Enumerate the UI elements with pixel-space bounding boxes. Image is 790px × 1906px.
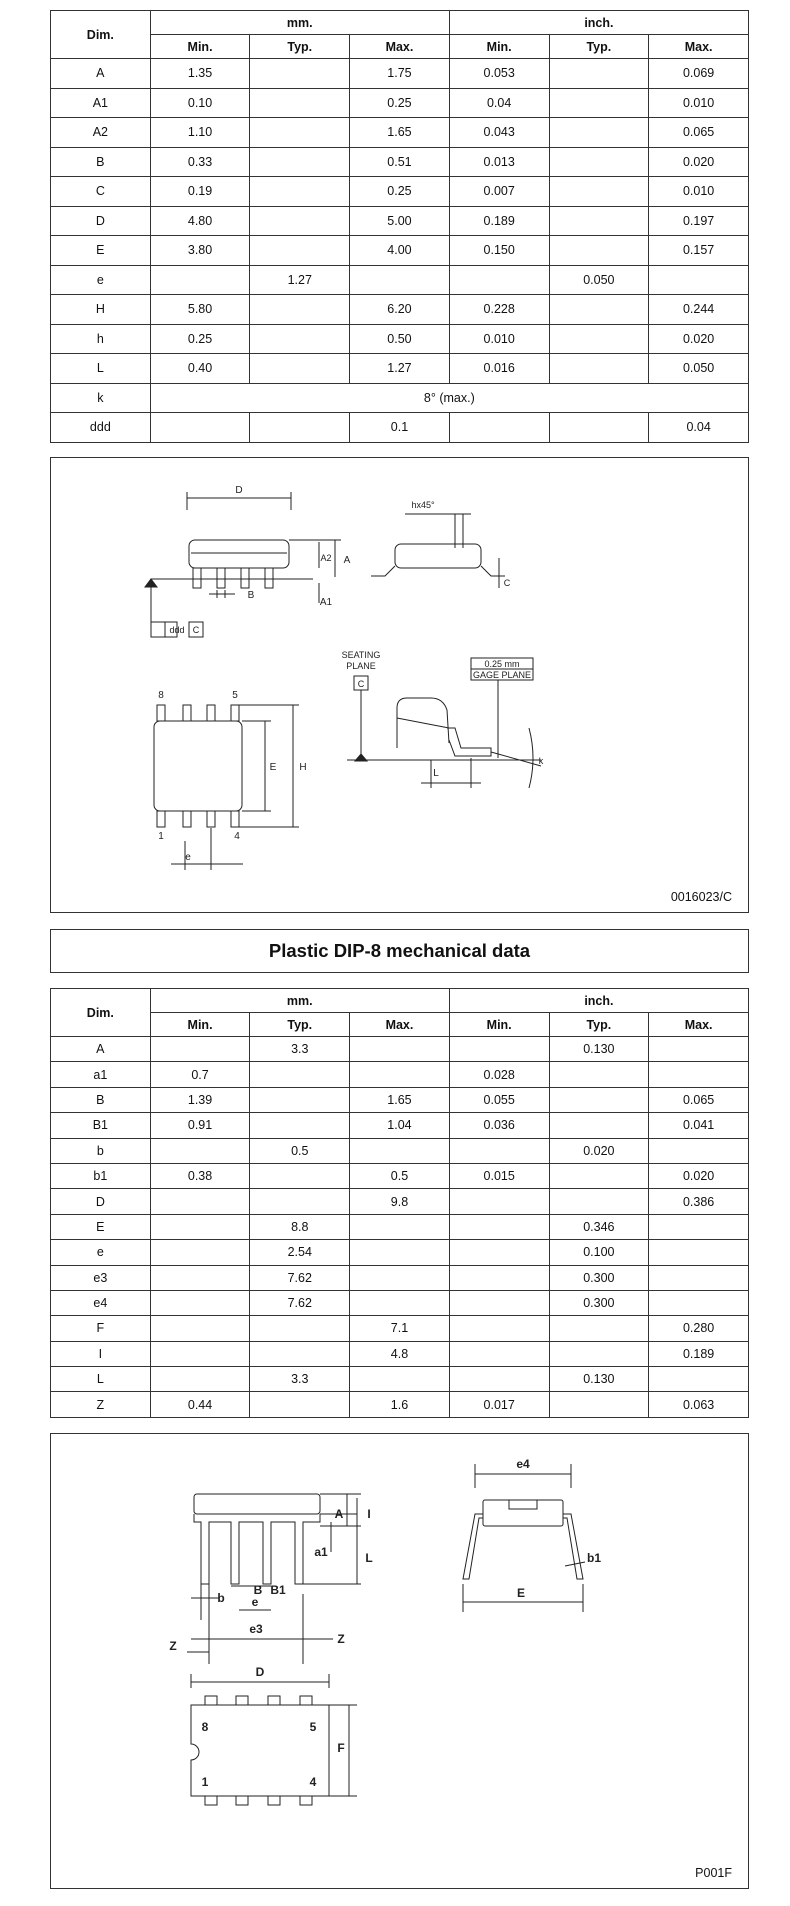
tolerance-label-ddd: ddd bbox=[169, 625, 185, 635]
value-cell: 0.346 bbox=[549, 1214, 649, 1239]
value-cell: 0.020 bbox=[649, 324, 749, 354]
dim-cell: C bbox=[51, 177, 151, 207]
datum-label-c-2: C bbox=[357, 679, 365, 689]
max-header: Max. bbox=[350, 1013, 450, 1037]
value-cell: 0.010 bbox=[649, 88, 749, 118]
table-row bbox=[51, 324, 749, 354]
value-cell: 0.1 bbox=[350, 413, 450, 443]
value-cell: 0.028 bbox=[449, 1062, 549, 1087]
dim-cell: L bbox=[51, 1367, 151, 1392]
dim-label-e3: e3 bbox=[249, 1622, 263, 1636]
value-cell: 5.80 bbox=[150, 295, 250, 325]
dip8-table-body bbox=[51, 1037, 749, 1418]
mm-header: mm. bbox=[150, 11, 449, 35]
value-cell bbox=[449, 1240, 549, 1265]
so8-outline-svg bbox=[51, 458, 748, 912]
dim-cell: e bbox=[51, 1240, 151, 1265]
value-cell bbox=[250, 1163, 350, 1188]
pin-label-5: 5 bbox=[232, 690, 238, 701]
pin-label-1: 1 bbox=[158, 831, 164, 842]
value-cell: 1.6 bbox=[350, 1392, 450, 1417]
dim-cell: E bbox=[51, 236, 151, 266]
value-cell bbox=[350, 1367, 450, 1392]
value-cell: 0.189 bbox=[649, 1341, 749, 1366]
dim-cell: Z bbox=[51, 1392, 151, 1417]
typ-header: Typ. bbox=[250, 1013, 350, 1037]
value-cell: 9.8 bbox=[350, 1189, 450, 1214]
value-cell: 0.041 bbox=[649, 1113, 749, 1138]
value-cell: 0.015 bbox=[449, 1163, 549, 1188]
table-row bbox=[51, 1367, 749, 1392]
value-cell bbox=[350, 1062, 450, 1087]
value-cell: 3.3 bbox=[250, 1037, 350, 1062]
value-cell: 0.010 bbox=[649, 177, 749, 207]
value-cell bbox=[250, 1341, 350, 1366]
value-cell bbox=[649, 1367, 749, 1392]
dim-label-l: L bbox=[433, 768, 439, 779]
table-row bbox=[51, 1240, 749, 1265]
value-cell: 1.75 bbox=[350, 59, 450, 89]
dim-label-a2: A2 bbox=[320, 553, 332, 563]
value-cell bbox=[150, 265, 250, 295]
value-cell bbox=[250, 118, 350, 148]
value-cell bbox=[449, 1316, 549, 1341]
table-row bbox=[51, 1113, 749, 1138]
dim-label-e-pitch: e bbox=[185, 852, 191, 863]
value-cell bbox=[449, 1138, 549, 1163]
value-cell bbox=[150, 1341, 250, 1366]
value-cell: 0.017 bbox=[449, 1392, 549, 1417]
dim-label-i: I bbox=[367, 1507, 371, 1521]
value-cell: 0.020 bbox=[549, 1138, 649, 1163]
value-cell: 0.010 bbox=[449, 324, 549, 354]
value-cell: 0.228 bbox=[449, 295, 549, 325]
dim-label-k: k bbox=[538, 756, 544, 766]
value-cell bbox=[350, 1138, 450, 1163]
table-row bbox=[51, 265, 749, 295]
value-cell: 0.036 bbox=[449, 1113, 549, 1138]
table-row bbox=[51, 147, 749, 177]
dim-header: Dim. bbox=[51, 11, 151, 59]
value-cell: 0.043 bbox=[449, 118, 549, 148]
dip8-package-drawing bbox=[50, 1433, 749, 1889]
dim-header: Dim. bbox=[51, 989, 151, 1037]
value-cell: 0.33 bbox=[150, 147, 250, 177]
table-row bbox=[51, 1087, 749, 1112]
pin-label-4: 4 bbox=[309, 1775, 317, 1789]
value-cell bbox=[649, 1214, 749, 1239]
dim-label-d: D bbox=[255, 1665, 265, 1679]
value-cell: 0.50 bbox=[350, 324, 450, 354]
typ-header: Typ. bbox=[549, 1013, 649, 1037]
table-row bbox=[51, 1189, 749, 1214]
value-cell: 0.19 bbox=[150, 177, 250, 207]
dim-label-f: F bbox=[337, 1741, 345, 1755]
datum-label-c: C bbox=[192, 625, 200, 635]
value-cell: 0.020 bbox=[649, 1163, 749, 1188]
seating-plane-label-1: SEATING bbox=[341, 650, 381, 660]
value-cell: 0.050 bbox=[549, 265, 649, 295]
value-cell bbox=[549, 1316, 649, 1341]
value-cell bbox=[449, 1189, 549, 1214]
pin-label-8: 8 bbox=[201, 1720, 209, 1734]
value-cell: 2.54 bbox=[250, 1240, 350, 1265]
table-row bbox=[51, 1290, 749, 1315]
dim-cell: B bbox=[51, 1087, 151, 1112]
typ-header: Typ. bbox=[549, 35, 649, 59]
value-cell: 3.3 bbox=[250, 1367, 350, 1392]
so8-lead-detail bbox=[342, 650, 544, 788]
value-cell bbox=[449, 1037, 549, 1062]
inch-header: inch. bbox=[449, 11, 748, 35]
value-cell: 0.130 bbox=[549, 1367, 649, 1392]
value-cell bbox=[449, 1341, 549, 1366]
value-cell bbox=[649, 1265, 749, 1290]
dip8-top-view bbox=[191, 1665, 357, 1805]
dim-cell: e4 bbox=[51, 1290, 151, 1315]
value-cell: 0.386 bbox=[649, 1189, 749, 1214]
value-cell bbox=[150, 1316, 250, 1341]
value-cell bbox=[449, 1214, 549, 1239]
table-row bbox=[51, 354, 749, 384]
value-cell bbox=[150, 413, 250, 443]
table-row bbox=[51, 1138, 749, 1163]
dip8-side-view bbox=[169, 1494, 372, 1664]
drawing-code: 0016023/C bbox=[670, 890, 732, 904]
value-cell bbox=[549, 118, 649, 148]
seating-plane-label-2: PLANE bbox=[346, 661, 376, 671]
dim-cell: B1 bbox=[51, 1113, 151, 1138]
mm-header: mm. bbox=[150, 989, 449, 1013]
value-cell bbox=[549, 1189, 649, 1214]
value-cell: 0.065 bbox=[649, 118, 749, 148]
so8-end-view bbox=[371, 500, 511, 588]
value-cell bbox=[549, 88, 649, 118]
dim-cell: a1 bbox=[51, 1062, 151, 1087]
dim-cell: k bbox=[51, 383, 151, 413]
value-cell: 0.150 bbox=[449, 236, 549, 266]
value-cell: 8.8 bbox=[250, 1214, 350, 1239]
value-cell bbox=[649, 1290, 749, 1315]
dim-label-l: L bbox=[365, 1551, 373, 1565]
value-cell bbox=[549, 354, 649, 384]
value-cell: 0.157 bbox=[649, 236, 749, 266]
dim-label-b: B bbox=[247, 590, 255, 601]
value-cell: 1.04 bbox=[350, 1113, 450, 1138]
value-cell bbox=[250, 88, 350, 118]
table-row bbox=[51, 1316, 749, 1341]
typ-header: Typ. bbox=[250, 35, 350, 59]
pin-label-1: 1 bbox=[201, 1775, 209, 1789]
dim-cell: B bbox=[51, 147, 151, 177]
table-row bbox=[51, 59, 749, 89]
table-row bbox=[51, 1163, 749, 1188]
value-cell: 0.244 bbox=[649, 295, 749, 325]
dim-label-a1: a1 bbox=[314, 1545, 328, 1559]
value-cell: 1.10 bbox=[150, 118, 250, 148]
value-cell: 1.27 bbox=[350, 354, 450, 384]
dim-cell: A1 bbox=[51, 88, 151, 118]
value-cell bbox=[150, 1240, 250, 1265]
min-header: Min. bbox=[150, 1013, 250, 1037]
gage-label-2: GAGE PLANE bbox=[472, 670, 532, 680]
value-cell: 0.25 bbox=[350, 177, 450, 207]
dim-label-d: D bbox=[235, 485, 243, 496]
dim-label-a1: A1 bbox=[319, 597, 333, 608]
value-cell: 0.063 bbox=[649, 1392, 749, 1417]
table-row bbox=[51, 177, 749, 207]
dim-label-z-left: Z bbox=[169, 1639, 177, 1653]
value-cell bbox=[150, 1037, 250, 1062]
dip8-outline-svg bbox=[51, 1434, 748, 1888]
gage-label-1: 0.25 mm bbox=[484, 659, 520, 669]
so8-table-body bbox=[51, 59, 749, 443]
dim-cell: E bbox=[51, 1214, 151, 1239]
dim-cell: e3 bbox=[51, 1265, 151, 1290]
dim-label-e4: e4 bbox=[516, 1457, 530, 1471]
dim-label-c: C bbox=[503, 578, 511, 588]
dim-label-e-cap: E bbox=[516, 1586, 526, 1600]
min-header: Min. bbox=[150, 35, 250, 59]
value-cell bbox=[549, 1113, 649, 1138]
value-cell bbox=[250, 147, 350, 177]
value-cell: 7.62 bbox=[250, 1265, 350, 1290]
value-cell bbox=[350, 1265, 450, 1290]
value-cell: 0.130 bbox=[549, 1037, 649, 1062]
table-row bbox=[51, 118, 749, 148]
value-cell: 0.04 bbox=[649, 413, 749, 443]
value-cell bbox=[350, 1290, 450, 1315]
value-cell bbox=[549, 1062, 649, 1087]
value-cell bbox=[549, 1341, 649, 1366]
dim-cell: A bbox=[51, 1037, 151, 1062]
value-cell bbox=[649, 1240, 749, 1265]
value-cell: 0.5 bbox=[250, 1138, 350, 1163]
dim-label-h: H bbox=[299, 762, 307, 773]
dim-cell: b bbox=[51, 1138, 151, 1163]
drawing-code: P001F bbox=[695, 1866, 732, 1880]
dip8-dimension-table bbox=[50, 988, 749, 1418]
table-row bbox=[51, 1037, 749, 1062]
value-cell bbox=[250, 1392, 350, 1417]
value-cell: 0.91 bbox=[150, 1113, 250, 1138]
value-cell bbox=[350, 1240, 450, 1265]
value-cell bbox=[549, 1392, 649, 1417]
value-cell: 0.189 bbox=[449, 206, 549, 236]
value-cell bbox=[549, 206, 649, 236]
value-cell bbox=[250, 59, 350, 89]
value-cell: 1.27 bbox=[250, 265, 350, 295]
value-cell bbox=[250, 1113, 350, 1138]
value-cell bbox=[150, 1290, 250, 1315]
so8-side-view bbox=[145, 485, 351, 637]
value-cell: 0.013 bbox=[449, 147, 549, 177]
value-cell: 5.00 bbox=[350, 206, 450, 236]
value-cell bbox=[549, 1087, 649, 1112]
inch-header: inch. bbox=[449, 989, 748, 1013]
pin-label-4: 4 bbox=[234, 831, 240, 842]
dim-cell: H bbox=[51, 295, 151, 325]
table-row bbox=[51, 295, 749, 325]
value-cell bbox=[549, 59, 649, 89]
table-row bbox=[51, 1062, 749, 1087]
value-cell: 3.80 bbox=[150, 236, 250, 266]
value-cell: 0.020 bbox=[649, 147, 749, 177]
table-row bbox=[51, 413, 749, 443]
value-cell: 1.39 bbox=[150, 1087, 250, 1112]
dim-cell: b1 bbox=[51, 1163, 151, 1188]
value-cell bbox=[350, 1214, 450, 1239]
value-cell: 0.055 bbox=[449, 1087, 549, 1112]
value-cell: 0.44 bbox=[150, 1392, 250, 1417]
dim-cell: A2 bbox=[51, 118, 151, 148]
value-cell: 0.5 bbox=[350, 1163, 450, 1188]
value-cell bbox=[549, 413, 649, 443]
value-cell: 0.51 bbox=[350, 147, 450, 177]
value-cell: 0.069 bbox=[649, 59, 749, 89]
value-cell: 0.197 bbox=[649, 206, 749, 236]
dim-label-e-body: E bbox=[269, 762, 277, 773]
value-cell: 0.050 bbox=[649, 354, 749, 384]
value-cell bbox=[250, 1316, 350, 1341]
value-cell bbox=[449, 1290, 549, 1315]
value-cell bbox=[449, 265, 549, 295]
table-row bbox=[51, 206, 749, 236]
max-header: Max. bbox=[649, 35, 749, 59]
value-cell bbox=[150, 1138, 250, 1163]
dim-label-a: A bbox=[343, 555, 351, 566]
so8-dimension-table bbox=[50, 10, 749, 443]
value-cell: 0.053 bbox=[449, 59, 549, 89]
dip8-end-view bbox=[463, 1457, 601, 1612]
dim-cell: A bbox=[51, 59, 151, 89]
pin-label-8: 8 bbox=[158, 690, 164, 701]
value-cell bbox=[549, 177, 649, 207]
max-header: Max. bbox=[649, 1013, 749, 1037]
value-cell: 4.8 bbox=[350, 1341, 450, 1366]
dim-cell: ddd bbox=[51, 413, 151, 443]
value-cell bbox=[549, 236, 649, 266]
dim-label-b1: B1 bbox=[270, 1583, 286, 1597]
dim-cell: L bbox=[51, 354, 151, 384]
dim-cell: D bbox=[51, 206, 151, 236]
value-cell bbox=[649, 265, 749, 295]
value-cell bbox=[250, 177, 350, 207]
table-row bbox=[51, 236, 749, 266]
value-cell bbox=[649, 1037, 749, 1062]
value-cell: 7.1 bbox=[350, 1316, 450, 1341]
value-cell: 1.65 bbox=[350, 1087, 450, 1112]
dim-cell: I bbox=[51, 1341, 151, 1366]
chamfer-label: hx45° bbox=[411, 500, 435, 510]
value-cell bbox=[549, 147, 649, 177]
value-cell bbox=[250, 1062, 350, 1087]
value-cell: 0.065 bbox=[649, 1087, 749, 1112]
value-cell: 0.25 bbox=[150, 324, 250, 354]
dip8-section-title: Plastic DIP-8 mechanical data bbox=[50, 929, 749, 973]
value-cell: 1.65 bbox=[350, 118, 450, 148]
value-cell bbox=[250, 1087, 350, 1112]
value-cell bbox=[250, 206, 350, 236]
value-cell: 8° (max.) bbox=[150, 383, 748, 413]
value-cell bbox=[350, 1037, 450, 1062]
value-cell bbox=[150, 1367, 250, 1392]
table-row bbox=[51, 383, 749, 413]
value-cell bbox=[449, 413, 549, 443]
value-cell bbox=[449, 1265, 549, 1290]
value-cell bbox=[549, 324, 649, 354]
dim-cell: D bbox=[51, 1189, 151, 1214]
min-header: Min. bbox=[449, 35, 549, 59]
table-row bbox=[51, 1265, 749, 1290]
value-cell: 0.10 bbox=[150, 88, 250, 118]
value-cell bbox=[250, 324, 350, 354]
dim-label-a: A bbox=[334, 1507, 344, 1521]
value-cell bbox=[649, 1138, 749, 1163]
so8-top-view bbox=[154, 690, 307, 870]
table-row bbox=[51, 1214, 749, 1239]
dim-label-b1-lower: b1 bbox=[586, 1551, 602, 1565]
value-cell: 0.100 bbox=[549, 1240, 649, 1265]
dim-label-z-right: Z bbox=[337, 1632, 345, 1646]
value-cell: 4.00 bbox=[350, 236, 450, 266]
value-cell bbox=[250, 295, 350, 325]
value-cell bbox=[549, 1163, 649, 1188]
value-cell bbox=[649, 1062, 749, 1087]
value-cell bbox=[250, 413, 350, 443]
value-cell: 0.40 bbox=[150, 354, 250, 384]
value-cell: 0.7 bbox=[150, 1062, 250, 1087]
value-cell: 4.80 bbox=[150, 206, 250, 236]
value-cell bbox=[250, 354, 350, 384]
value-cell: 0.04 bbox=[449, 88, 549, 118]
table-row bbox=[51, 88, 749, 118]
dim-label-e-pitch: e bbox=[251, 1595, 259, 1609]
pin-label-5: 5 bbox=[309, 1720, 317, 1734]
value-cell bbox=[150, 1189, 250, 1214]
value-cell: 0.25 bbox=[350, 88, 450, 118]
value-cell: 0.016 bbox=[449, 354, 549, 384]
value-cell: 6.20 bbox=[350, 295, 450, 325]
table-row bbox=[51, 1392, 749, 1417]
value-cell bbox=[549, 295, 649, 325]
dim-label-b: b bbox=[217, 1591, 225, 1605]
value-cell: 7.62 bbox=[250, 1290, 350, 1315]
dim-cell: h bbox=[51, 324, 151, 354]
value-cell bbox=[449, 1367, 549, 1392]
value-cell bbox=[150, 1214, 250, 1239]
so8-package-drawing bbox=[50, 457, 749, 913]
max-header: Max. bbox=[350, 35, 450, 59]
dim-label-b-cap: B bbox=[253, 1583, 263, 1597]
value-cell bbox=[150, 1265, 250, 1290]
dim-cell: F bbox=[51, 1316, 151, 1341]
value-cell: 0.300 bbox=[549, 1265, 649, 1290]
value-cell: 1.35 bbox=[150, 59, 250, 89]
value-cell: 0.300 bbox=[549, 1290, 649, 1315]
value-cell: 0.280 bbox=[649, 1316, 749, 1341]
value-cell: 0.38 bbox=[150, 1163, 250, 1188]
value-cell bbox=[350, 265, 450, 295]
value-cell bbox=[250, 236, 350, 266]
value-cell: 0.007 bbox=[449, 177, 549, 207]
value-cell bbox=[250, 1189, 350, 1214]
dim-cell: e bbox=[51, 265, 151, 295]
min-header: Min. bbox=[449, 1013, 549, 1037]
table-row bbox=[51, 1341, 749, 1366]
